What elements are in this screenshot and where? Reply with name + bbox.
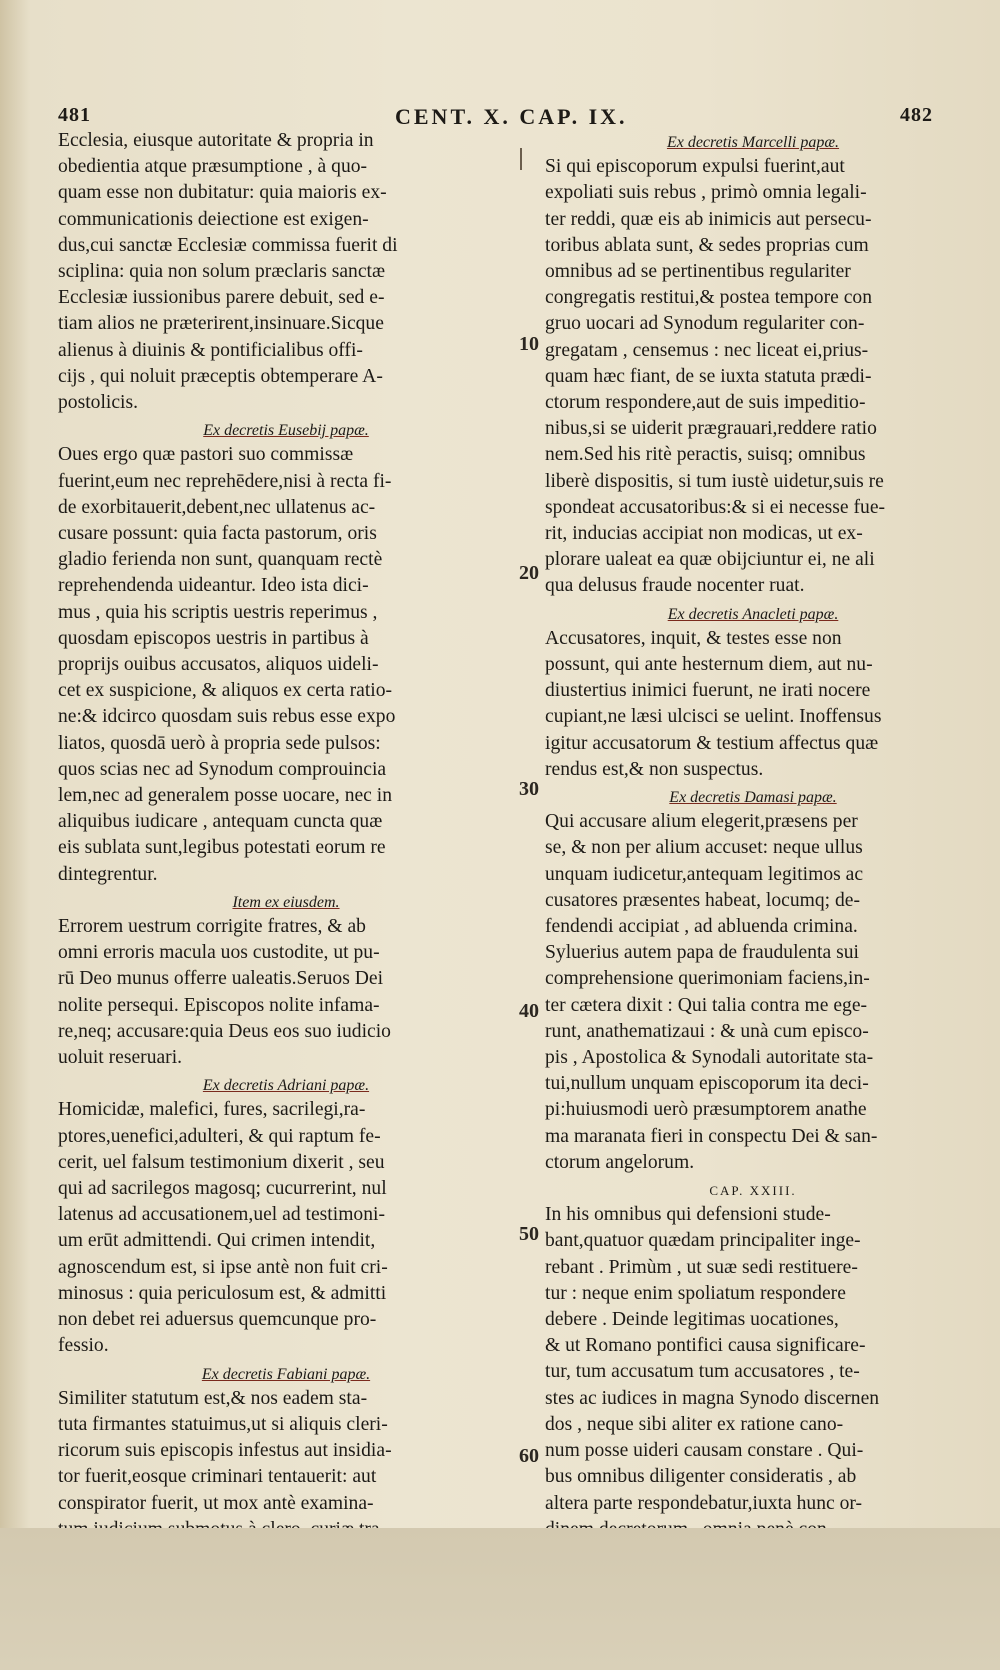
text-line: rendus est,& non suspectus. [545, 758, 764, 780]
text-line: Syluerius autem papa de fraudulenta sui [545, 942, 859, 964]
section-heading: CAP. XXIII. [709, 1183, 797, 1199]
text-line: ne:& idcirco quosdam suis rebus esse expo [58, 706, 396, 728]
text-line: qui ad sacrilegos magosq; cucurrerint, nul [58, 1178, 387, 1200]
text-line: reprehendenda uideantur. Ideo ista dici- [58, 575, 369, 597]
text-line: se, & non per alium accuset: neque ullus [545, 837, 863, 859]
text-line: cusare possunt: quia facta pastorum, oris [58, 523, 377, 545]
text-line: altera parte respondebatur,iuxta hunc or- [545, 1492, 863, 1514]
text-line: toribus ablata sunt, & sedes proprias cum [545, 234, 869, 256]
text-line: ma maranata fieri in conspectu Dei & san- [545, 1125, 878, 1147]
text-line: cet ex suspicione, & aliquos ex certa ratio- [58, 680, 393, 702]
text-line: tur, tum accusatum tum accusatores , te- [545, 1361, 860, 1383]
text-line: Si qui episcoporum expulsi fuerint,aut [545, 156, 845, 178]
text-line: tui,nullum unquam episcoporum ita deci- [545, 1073, 869, 1095]
text-line: dos , neque sibi aliter ex ratione cano- [545, 1413, 844, 1435]
text-line: eis sublata sunt,legibus potestati eorum re [58, 837, 386, 859]
text-line: pis , Apostolica & Synodali autoritate sta- [545, 1047, 874, 1069]
section-heading: Ex decretis Eusebij papæ. [203, 422, 369, 440]
text-line: unquam iudicetur,antequam legitimos ac [545, 863, 864, 885]
text-line: bus omnibus diligenter consideratis , ab [545, 1466, 857, 1488]
text-line: postolicis. [58, 392, 139, 414]
text-line: Oues ergo quæ pastori suo commissæ [58, 444, 354, 466]
text-line: congregatis restitui,& postea tempore con [545, 287, 873, 309]
text-line: cijs , qui noluit præceptis obtemperare A- [58, 365, 383, 387]
margin-mark [520, 148, 522, 170]
text-line: re,neq; accusare:quia Deus eos suo iudicio [58, 1020, 391, 1042]
text-line: communicationis deiectione est exigen- [58, 208, 369, 230]
text-line: minosus : quia periculosum est, & admitti [58, 1282, 387, 1304]
text-line: plorare ualeat ea quæ obijciuntur ei, ne ali [545, 549, 875, 571]
section-heading: Ex decretis Fabiani papæ. [201, 1365, 371, 1383]
text-line: tuta firmantes statuimus,ut si aliquis cleri- [58, 1413, 388, 1435]
text-line: sciplina: quia non solum præclaris sanctæ [58, 261, 386, 283]
text-line: quam hæc fiant, de se iuxta statuta prædi- [545, 365, 872, 387]
text-line: tur : neque enim spoliatum respondere [545, 1282, 846, 1304]
text-line: cupiant,ne læsi ulcisci se uelint. Inoffensus [545, 706, 882, 728]
text-line: proprijs ouibus accusatos, aliquos uideli- [58, 654, 379, 676]
text-line: rū Deo munus offerre ualeatis.Seruos Dei [58, 968, 384, 990]
text-line: obedientia atque præsumptione , à quo- [58, 156, 368, 178]
text-line: bant,quatuor quædam principaliter inge- [545, 1230, 861, 1252]
text-line: quos scias nec ad Synodum comprouincia [58, 758, 387, 780]
text-line: quosdam episcopos uestris in partibus à [58, 627, 369, 649]
text-line: pi:huiusmodi uerò præsumptorem anathe [545, 1099, 867, 1121]
text-line: spondeat accusatoribus:& si ei necesse fue- [545, 496, 886, 518]
text-line: um erūt admittendi. Qui crimen intendit, [58, 1230, 376, 1252]
text-line: omnibus ad se pertinentibus regulariter [545, 261, 851, 282]
left-column [58, 128, 514, 1648]
text-line: ptores,uenefici,adulteri, & qui raptum fe- [58, 1125, 381, 1147]
text-line: rit, inducias accipiat non modicas, ut ex- [545, 523, 863, 545]
text-line: stes ac iudices in magna Synodo discernen [545, 1387, 880, 1409]
text-line: mus , quia his scriptis uestris reperimus , [58, 601, 378, 623]
text-line: cerit, uel falsum testimonium dixerit , seu [58, 1151, 385, 1173]
text-line: quam esse non dubitatur: quia maioris ex- [58, 182, 387, 204]
text-line: Ecclesiæ iussionibus parere debuit, sed e- [58, 287, 385, 309]
text-line: dus,cui sanctæ Ecclesiæ commissa fuerit di [58, 234, 398, 256]
text-line: aliquibus iudicare , antequam cuncta quæ [58, 811, 383, 833]
text-line: igitur accusatorum & testium affectus quæ [545, 732, 879, 754]
text-line: expoliati suis rebus , primò omnia legali- [545, 182, 867, 204]
text-line: Accusatores, inquit, & testes esse non [545, 627, 842, 649]
text-line: In his omnibus qui defensioni stude- [545, 1204, 831, 1226]
line-number-30: 30 [519, 778, 539, 800]
text-line: liatos, quosdā uerò à propria sede pulsos: [58, 732, 381, 754]
text-line: lem,nec ad generalem posse uocare, nec in [58, 785, 393, 807]
line-number-60: 60 [519, 1445, 539, 1467]
page-bottom-margin [0, 1528, 1000, 1670]
text-line: Similiter statutum est,& nos eadem sta- [58, 1387, 368, 1409]
section-heading: Ex decretis Marcelli papæ. [666, 134, 840, 151]
text-line: runt, anathematizaui : & unà cum episco- [545, 1020, 869, 1042]
text-line: nem.Sed his ritè peractis, suisq; omnibus [545, 444, 866, 466]
text-line: ctorum respondere,aut de suis impeditio- [545, 392, 866, 414]
text-line: fessio. [58, 1335, 109, 1357]
text-line: nibus,si se uiderit prægrauari,reddere ratio [545, 418, 877, 440]
text-line: ctorum angelorum. [545, 1151, 695, 1173]
line-number-20: 20 [519, 562, 539, 584]
text-line: gregatam , censemus : nec liceat ei,prius- [545, 339, 869, 361]
text-line: fendendi accipiat , ad abluenda crimina. [545, 916, 858, 938]
text-line: num posse uideri causam constare . Qui- [545, 1440, 864, 1462]
line-number-50: 50 [519, 1223, 539, 1245]
text-line: fuerint,eum nec reprehēdere,nisi à recta fi- [58, 470, 392, 492]
text-line: tor fuerit,eosque criminari tentauerit: aut [58, 1466, 377, 1488]
running-title: CENT. X. CAP. IX. [395, 104, 628, 129]
text-line: conspirator fuerit, ut mox antè examina- [58, 1492, 374, 1514]
text-line: comprehensione querimoniam faciens,in- [545, 968, 870, 990]
line-number-40: 40 [519, 1000, 539, 1022]
section-heading: Ex decretis Anacleti papæ. [667, 605, 839, 623]
section-heading: Ex decretis Damasi papæ. [669, 789, 837, 807]
text-line: Homicidæ, malefici, fures, sacrilegi,ra- [58, 1099, 366, 1121]
text-line: possunt, qui ante hesternum diem, aut nu- [545, 654, 873, 676]
line-number-10: 10 [519, 333, 539, 355]
text-line: ter reddi, quæ eis ab inimicis aut persecu- [545, 208, 872, 230]
page-number-left: 481 [58, 104, 91, 126]
text-line: Errorem uestrum corrigite fratres, & ab [58, 916, 366, 938]
right-column [545, 128, 961, 1670]
text-line: liberè dispositis, si tum iustè uidetur,suis re [545, 470, 884, 492]
text-line: ricorum suis episcopis infestus aut insidia- [58, 1440, 392, 1462]
text-line: rebant . Primùm , ut suæ sedi restituere- [545, 1256, 858, 1278]
text-line: uoluit reseruari. [58, 1047, 183, 1069]
text-line: diustertius inimici fuerunt, ne irati nocere [545, 680, 871, 702]
text-line: cusatores præsentes habeat, locumq; de- [545, 889, 861, 911]
section-heading: Ex decretis Adriani papæ. [202, 1077, 370, 1095]
text-line: dintegrentur. [58, 863, 158, 885]
text-line: latenus ad accusationem,uel ad testimoni- [58, 1204, 385, 1226]
text-line: gladio ferienda non sunt, quanquam rectè [58, 549, 383, 571]
text-line: qua delusus fraude nocenter ruat. [545, 575, 805, 597]
text-line: gruo uocari ad Synodum regulariter con- [545, 313, 865, 335]
text-line: nolite persequi. Episcopos nolite infama- [58, 994, 380, 1016]
text-line: de exorbitauerit,debent,nec ullatenus ac- [58, 496, 376, 518]
text-line: tiam alios ne præterirent,insinuare.Sicque [58, 313, 384, 335]
text-line: debere . Deinde legitimas uocationes, [545, 1309, 839, 1331]
text-line: ter cætera dixit : Qui talia contra me ege- [545, 994, 868, 1016]
text-line: Qui accusare alium elegerit,præsens per [545, 811, 858, 833]
text-line: & ut Romano pontifici causa significare- [545, 1335, 866, 1357]
section-heading: Item ex eiusdem. [232, 893, 340, 911]
text-line: omni erroris macula uos custodite, ut pu- [58, 942, 380, 964]
text-line: non debet rei aduersus quemcunque pro- [58, 1309, 377, 1331]
text-line: alienus à diuinis & pontificialibus offi- [58, 339, 363, 361]
page-number-right: 482 [900, 104, 933, 126]
text-line: Ecclesia, eiusque autoritate & propria in [58, 130, 374, 151]
text-line: agnoscendum est, si ipse antè non fuit cri- [58, 1256, 388, 1278]
